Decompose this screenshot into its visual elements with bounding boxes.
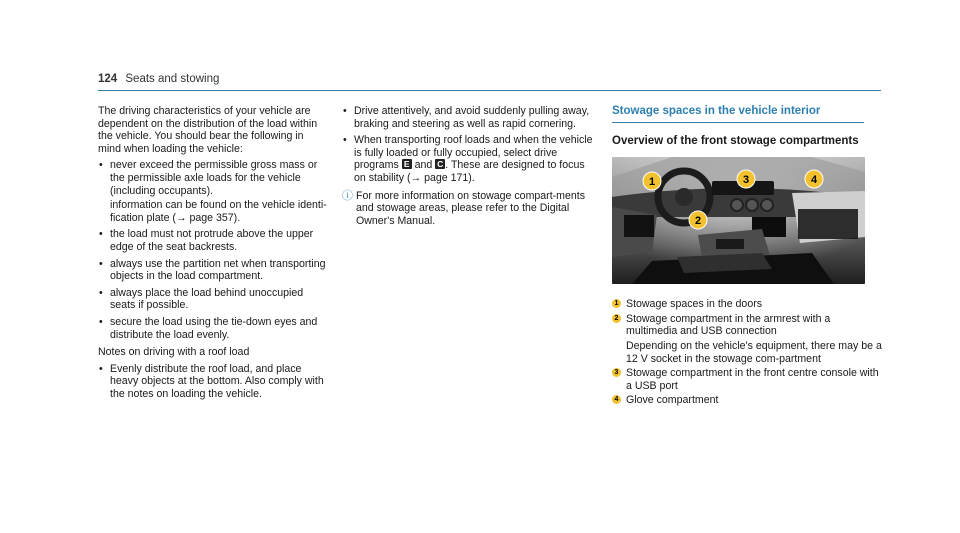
photo-legend <box>612 298 882 407</box>
legend-item <box>612 313 882 365</box>
interior-photo <box>612 157 865 284</box>
legend-number-badge: 2 <box>612 314 621 323</box>
list-item: • Drive attentively, and avoid suddenly pulling away, braking and steering as well as rapid cornering. <box>342 105 597 130</box>
page-header <box>98 73 219 85</box>
legend-number-badge: 3 <box>612 368 621 377</box>
legend-item <box>612 394 882 407</box>
marker-label: 4 <box>810 174 818 187</box>
page-number: 124 <box>98 73 118 85</box>
loading-rules-list <box>98 159 328 341</box>
list-item-text: When transporting roof loads and when the vehicle is fully loaded or fully occupied, select drive programs <box>354 134 593 172</box>
list-item-subtext <box>110 199 328 224</box>
drive-program-c-icon: C <box>437 159 444 170</box>
page-reference-link[interactable]: page 171). <box>421 171 475 184</box>
car-interior-illustration <box>612 157 865 284</box>
list-item: • secure the load using the tie-down eyes and distribute the load evenly. <box>98 316 328 341</box>
list-item <box>342 134 597 184</box>
marker-label: 3 <box>742 174 750 187</box>
legend-text: Stowage spaces in the doors <box>626 298 763 311</box>
info-icon: ⓘ <box>342 189 353 202</box>
roof-load-list <box>98 363 328 401</box>
column-middle <box>342 105 597 227</box>
marker-label: 2 <box>694 215 702 228</box>
legend-text: Stowage compartment in the armrest with a multimedia and USB connection <box>626 312 831 338</box>
legend-text: Glove compartment <box>626 394 719 407</box>
list-item: • always place the load behind unoccupied seats if possible. <box>98 287 328 312</box>
legend-item <box>612 298 882 311</box>
subsection-title: Overview of the front stowage compartments <box>612 134 859 147</box>
legend-number-badge: 1 <box>612 299 621 308</box>
chapter-title: Seats and stowing <box>125 73 220 85</box>
legend-extra-text: Depending on the vehicle's equipment, there may be a 12 V socket in the stowage com-partment <box>626 339 882 365</box>
list-item: • the load must not protrude above the upper edge of the seat backrests. <box>98 228 328 253</box>
roof-load-heading: Notes on driving with a roof load <box>98 346 250 359</box>
intro-paragraph: The driving characteristics of your vehicle are dependent on the distribution of the load within the vehicle. You should bear the following in mind when loading the vehicle: <box>98 105 318 155</box>
list-item <box>98 159 328 224</box>
list-item: • Evenly distribute the roof load, and place heavy objects at the bottom. Also comply with the notes on loading the vehicle. <box>98 363 328 401</box>
subtext-pre: information can be found on the vehicle identi-fication plate ( <box>110 199 327 224</box>
photo-marker-1 <box>643 172 661 190</box>
section-title: Stowage spaces in the vehicle interior <box>612 105 864 123</box>
arrow-icon: → <box>410 171 422 184</box>
legend-number-badge: 4 <box>612 395 621 404</box>
marker-label: 1 <box>648 176 656 189</box>
list-item-text: never exceed the permissible gross mass or the permissible axle loads for the vehicle (including occupants). <box>110 159 318 197</box>
info-note <box>342 190 597 228</box>
info-note-text: For more information on stowage compart-ments and stowage areas, please refer to the Digital Owner's Manual. <box>356 189 586 227</box>
conjunction-text: and <box>411 159 436 172</box>
photo-marker-4 <box>805 170 823 188</box>
drive-program-e-icon: E <box>402 159 412 169</box>
photo-marker-2 <box>689 211 707 229</box>
column-left <box>98 105 328 405</box>
photo-marker-3 <box>737 170 755 188</box>
list-item-text-cont: . These are designed to focus on stability ( <box>354 159 585 184</box>
column-right <box>612 105 882 409</box>
legend-item <box>612 367 882 392</box>
arrow-icon: → <box>175 211 187 224</box>
legend-text: Stowage compartment in the front centre console with a USB port <box>626 367 879 392</box>
page-reference-link[interactable]: page 357). <box>186 211 241 224</box>
list-item: • always use the partition net when transporting objects in the load compartment. <box>98 258 328 283</box>
driving-rules-list <box>342 105 597 185</box>
header-divider <box>98 90 881 91</box>
